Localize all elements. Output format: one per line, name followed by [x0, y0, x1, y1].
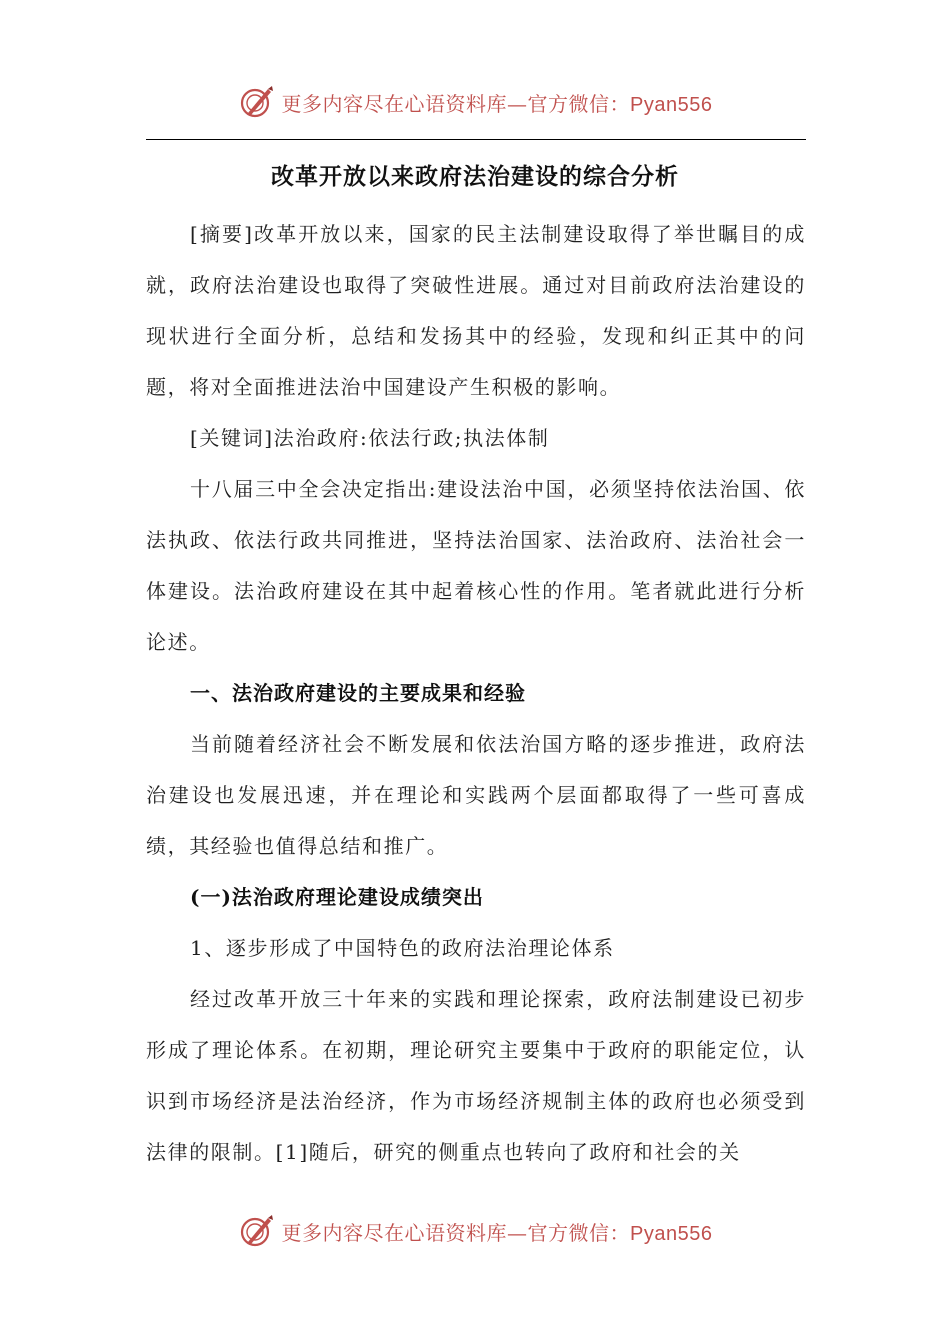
item-heading: 1、逐步形成了中国特色的政府法治理论体系: [190, 936, 615, 960]
section-heading: 一、法治政府建设的主要成果和经验: [190, 681, 526, 705]
banner-text: [282, 88, 713, 117]
intro-paragraph: 十八届三中全会决定指出:建设法治中国，必须坚持依法治国、依法执政、依法行政共同推进，坚持法治国家、法治政府、法治社会一体建设。法治政府建设在其中起着核心性的作用。笔者就此进行分析论述。: [146, 477, 806, 654]
section-paragraph: 当前随着经济社会不断发展和依法治国方略的逐步推进，政府法治建设也发展迅速，并在理论和实践两个层面都取得了一些可喜成绩，其经验也值得总结和推广。: [146, 732, 806, 858]
keywords-paragraph: [关键词]法治政府:依法行政;执法体制: [190, 426, 550, 450]
abstract-paragraph: [摘要]改革开放以来，国家的民主法制建设取得了举世瞩目的成就，政府法治建设也取得了突破性进展。通过对目前政府法治建设的现状进行全面分析，总结和发扬其中的经验，发现和纠正其中的问题，将对全面推进法治中国建设产生积极的影响。: [146, 222, 806, 399]
banner-main-text: 更多内容尽在心语资料库—官方微信：: [281, 91, 631, 116]
banner-text: [282, 1217, 713, 1246]
header-banner: [0, 82, 950, 122]
wechat-id: Pyan556: [630, 1222, 713, 1245]
quill-seal-icon: [238, 83, 276, 121]
document-body: [146, 209, 806, 1178]
footer-banner: [0, 1211, 950, 1251]
item-paragraph: 经过改革开放三十年来的实践和理论探索，政府法制建设已初步形成了理论体系。在初期，理论研究主要集中于政府的职能定位，认识到市场经济是法治经济，作为市场经济规制主体的政府也必须受到法律的限制。[1]随后，研究的侧重点也转向了政府和社会的关: [146, 987, 806, 1164]
document-title: 改革开放以来政府法治建设的综合分析: [271, 163, 679, 190]
subsection-heading: (一)法治政府理论建设成绩突出: [190, 885, 484, 909]
banner-main-text: 更多内容尽在心语资料库—官方微信：: [281, 1220, 631, 1245]
wechat-id: Pyan556: [630, 93, 713, 116]
quill-seal-icon: [238, 1212, 276, 1250]
header-rule: [146, 139, 806, 140]
